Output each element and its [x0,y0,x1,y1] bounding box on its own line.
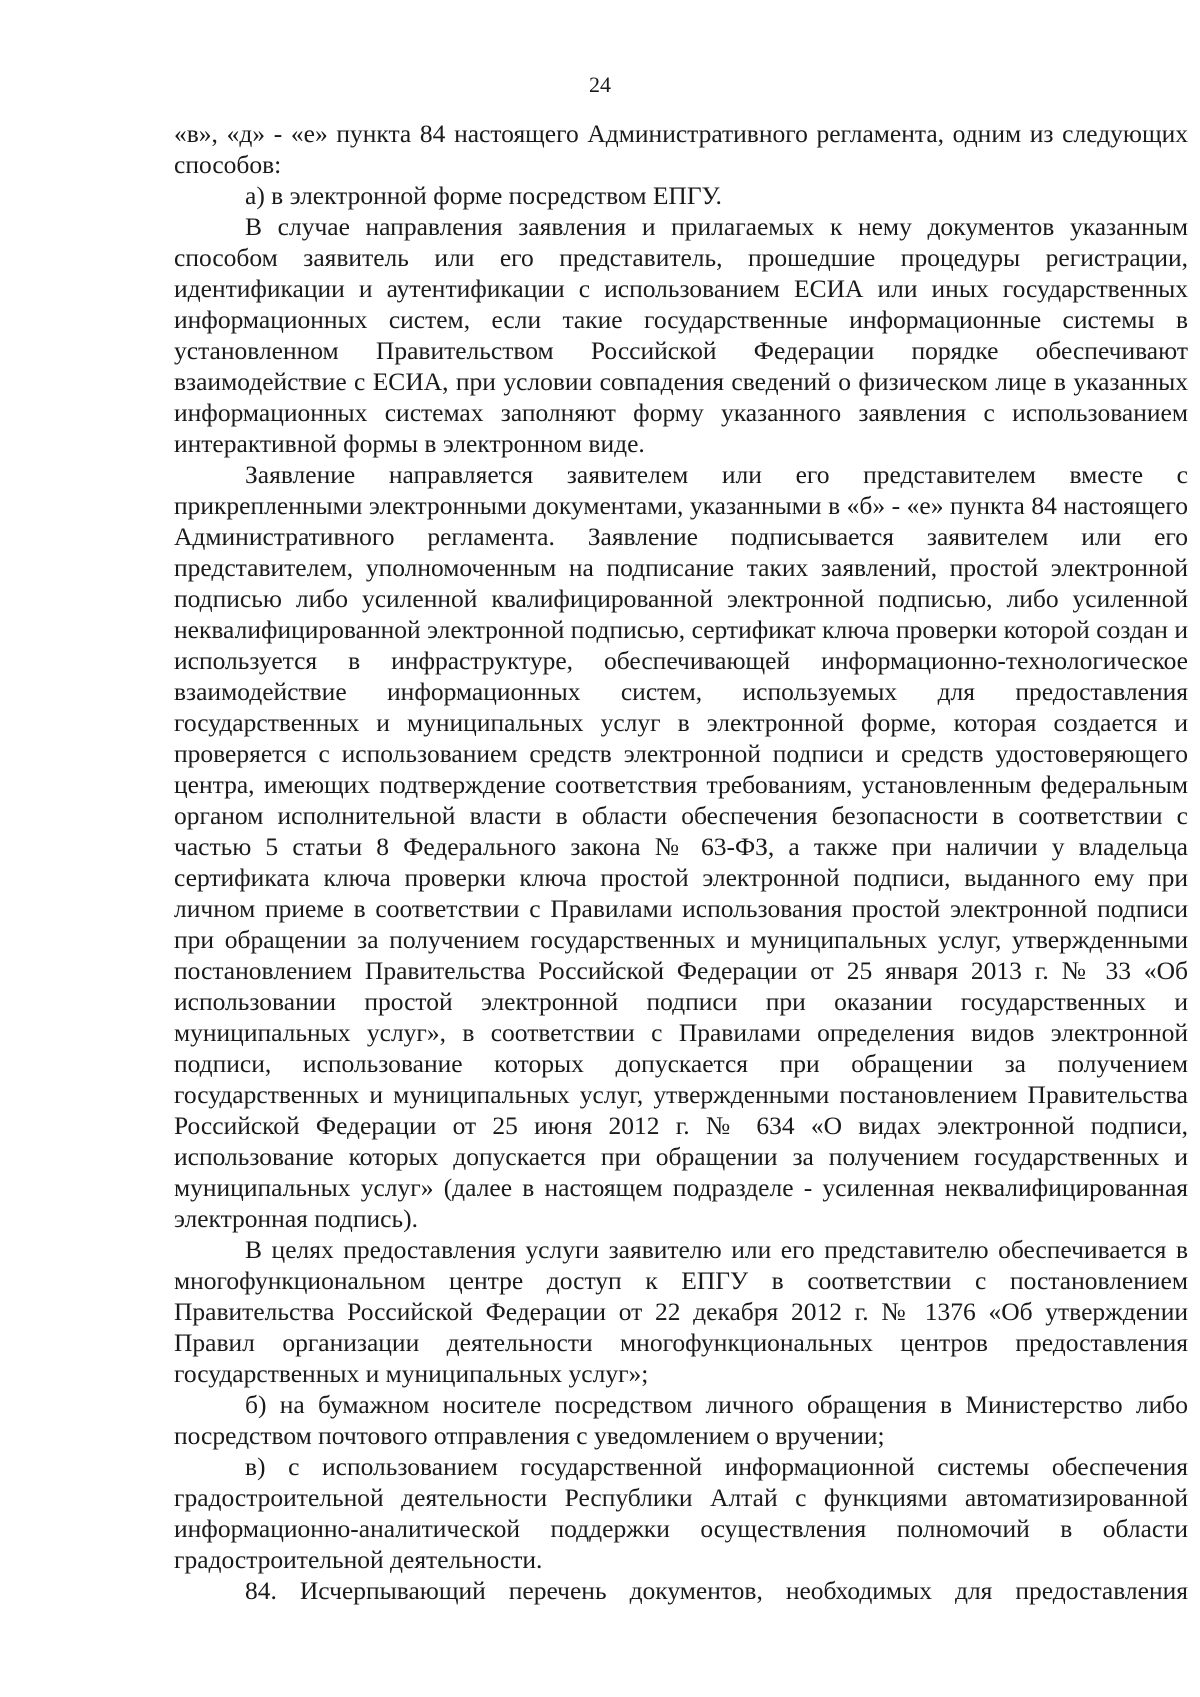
paragraph-option-a: а) в электронной форме посредством ЕПГУ. [245,181,722,210]
page-number: 24 [589,72,611,97]
document-body [174,118,1188,1606]
paragraph-mfc-access: В целях предоставления услуги заявителю или его представителю обеспечивается в многофункциональном центре доступ к ЕПГУ в соответствии с постановлением Правительства Российской Федерации от 22 декабря 2012 г. № 1376 «Об утверждении Правил организации деятельности многофункциональных центров предоставления государственных и муниципальных услуг»; [174,1235,1188,1388]
paragraph-continuation: «в», «д» - «е» пункта 84 настоящего Административного регламента, одним из следующих способов: [174,119,1188,179]
paragraph-signature-requirements: Заявление направляется заявителем или его представителем вместе с прикрепленными электронными документами, указанными в «б» - «е» пункта 84 настоящего Административного регламента. Заявление подписывается заявителем или его представителем, уполномоченным на подписание таких заявлений, простой электронной подписью либо усиленной квалифицированной электронной подписью, либо усиленной неквалифицированной электронной подписью, сертификат ключа проверки которой создан и используется в инфраструктуре, обеспечивающей информационно-технологическое взаимодействие информационных систем, используемых для предоставления государственных и муниципальных услуг в электронной форме, которая создается и проверяется с использованием средств электронной подписи и средств удостоверяющего центра, имеющих подтверждение соответствия требованиям, установленным федеральным органом исполнительной власти в области обеспечения безопасности в соответствии с частью 5 статьи 8 Федерального закона № 63-ФЗ, а также при наличии у владельца сертификата ключа проверки ключа простой электронной подписи, выданного ему при личном приеме в соответствии с Правилами использования простой электронной подписи при обращении за получением государственных и муниципальных услуг, утвержденными постановлением Правительства Российской Федерации от 25 января 2013 г. № 33 «Об использовании простой электронной подписи при оказании государственных и муниципальных услуг», в соответствии с Правилами определения видов электронной подписи, использование которых допускается при обращении за получением государственных и муниципальных услуг, утвержденными постановлением Правительства Российской Федерации от 25 июня 2012 г. № 634 «О видах электронной подписи, использование которых допускается при обращении за получением государственных и муниципальных услуг» (далее в настоящем подразделе - усиленная неквалифицированная электронная подпись). [174,460,1188,1233]
paragraph-item-84: 84. Исчерпывающий перечень документов, необходимых для предоставления [245,1576,1188,1605]
paragraph-option-b: б) на бумажном носителе посредством личного обращения в Министерство либо посредством почтового отправления с уведомлением о вручении; [174,1390,1188,1450]
paragraph-option-c: в) с использованием государственной информационной системы обеспечения градостроительной деятельности Республики Алтай с функциями автоматизированной информационно-аналитической поддержки осуществления полномочий в области градостроительной деятельности. [174,1452,1188,1574]
paragraph-electronic-submission: В случае направления заявления и прилагаемых к нему документов указанным способом заявитель или его представитель, прошедшие процедуры регистрации, идентификации и аутентификации с использованием ЕСИА или иных государственных информационных систем, если такие государственные информационные системы в установленном Правительством Российской Федерации порядке обеспечивают взаимодействие с ЕСИА, при условии совпадения сведений о физическом лице в указанных информационных системах заполняют форму указанного заявления с использованием интерактивной формы в электронном виде. [174,212,1188,458]
